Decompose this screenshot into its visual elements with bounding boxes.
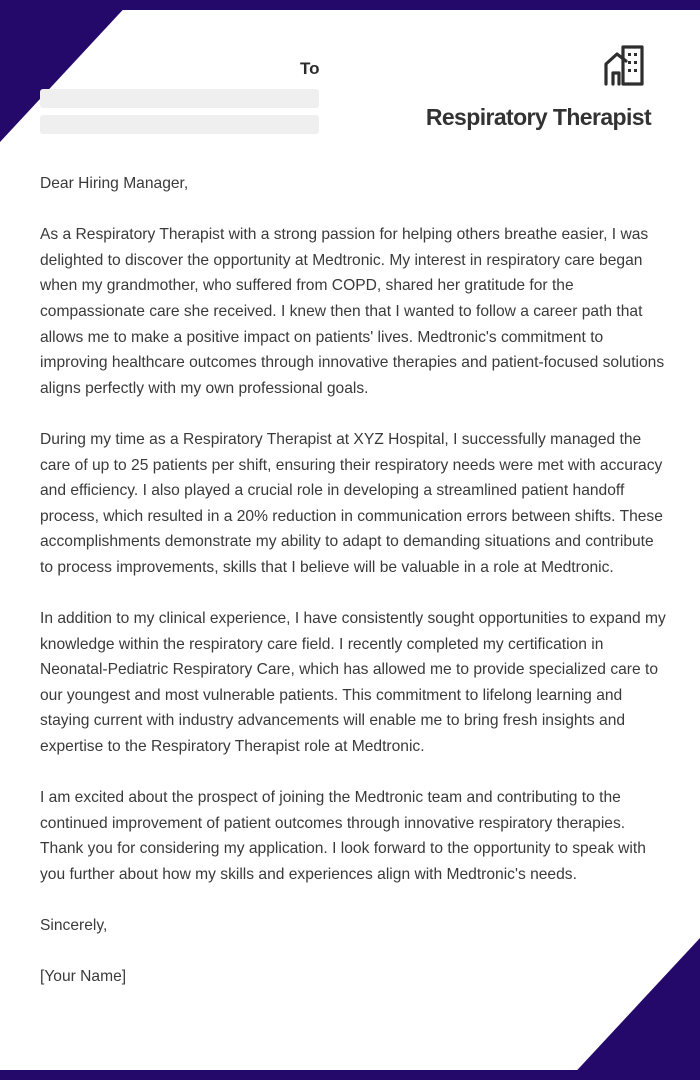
recipient-placeholder-line: [40, 115, 319, 134]
building-icon: [603, 44, 645, 86]
recipient-label: To: [300, 59, 320, 78]
letter-body: [40, 171, 666, 1016]
job-title: Respiratory Therapist: [425, 104, 651, 130]
signature: [Your Name]: [40, 968, 127, 986]
paragraph-education: In addition to my clinical experience, I have consistently sought opportunities to expand my knowledge within the respiratory care field. I recently completed my certification in Neonatal-Pediatric Respiratory Care, which has allowed me to provide specialized care to our youngest and most vulnerable patients. This commitment to lifelong learning and staying current with industry advancements will enable me to bring fresh insights and expertise to the Respiratory Therapist role at Medtronic.: [40, 610, 666, 756]
paragraph-closing: I am excited about the prospect of joining the Medtronic team and contributing to the continued improvement of patient outcomes through innovative respiratory therapies. Thank you for considering my application. I look forward to the opportunity to speak with you further about how my skills and experiences align with Medtronic's needs.: [40, 789, 646, 884]
recipient-placeholder-line: [40, 89, 319, 108]
paragraph-experience: During my time as a Respiratory Therapist at XYZ Hospital, I successfully managed the care of up to 25 patients per shift, ensuring their respiratory needs were met with accuracy and efficiency. I also played a crucial role in developing a streamlined patient handoff process, which resulted in a 20% reduction in communication errors between shifts. These accomplishments demonstrate my ability to adapt to demanding situations and contribute to process improvements, skills that I believe will be valuable in a role at Medtronic.: [40, 430, 663, 576]
closing: Sincerely,: [40, 917, 108, 935]
salutation: Dear Hiring Manager,: [40, 175, 189, 192]
paragraph-intro: As a Respiratory Therapist with a strong passion for helping others breathe easier, I was delighted to discover the opportunity at Medtronic. My interest in respiratory care began when my grandmother, who suffered from COPD, shared her gratitude for the compassionate care she received. I knew then that I wanted to follow a career path that allows me to make a positive impact on patients' lives. Medtronic's commitment to improving healthcare outcomes through innovative therapies and patient-focused solutions aligns perfectly with my own professional goals.: [40, 226, 665, 397]
